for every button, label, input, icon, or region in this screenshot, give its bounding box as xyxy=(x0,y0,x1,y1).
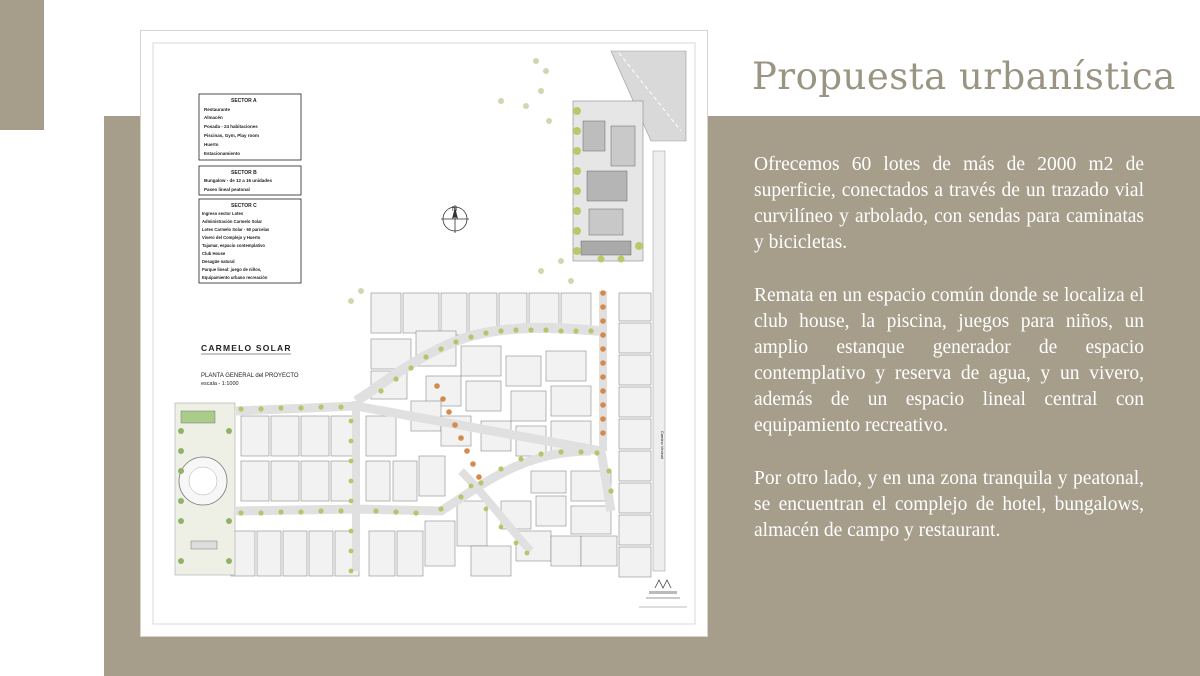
paragraph-hotel-complex: Por otro lado, y en una zona tranquila y peatonal, se encuentran el complejo de hotel, bungalows, almacén de campo y restaurant. xyxy=(754,468,1144,541)
legend-sector-c xyxy=(199,199,301,283)
legend-item: Vivero del Complejo y Huerto xyxy=(202,235,261,240)
project-name: CARMELO SOLAR xyxy=(201,343,292,353)
legend-sector-a xyxy=(199,94,301,160)
sector-a-title: SECTOR A xyxy=(231,98,257,104)
sector-c-title: SECTOR C xyxy=(231,203,257,209)
legend-item: Administración Carmelo Solar xyxy=(202,219,263,224)
legend-item: Huerto xyxy=(204,142,219,147)
legend-item: Desagüe natural xyxy=(202,259,235,264)
paragraph-lots: Ofrecemos 60 lotes de más de 2000 m2 de superficie, conectados a través de un trazado vial curvilíneo y arbolado, con sendas para caminatas y bicicletas. xyxy=(754,154,1144,253)
legend-item: Lotes Carmelo Solar - 60 parcelas xyxy=(202,227,270,232)
decorative-corner-block xyxy=(0,0,44,130)
site-plan-image xyxy=(140,30,708,637)
legend-item: Bungalow - de 12 a 16 unidades xyxy=(204,178,273,183)
legend-item: Restaurante xyxy=(204,107,231,112)
legend-item: Almacén xyxy=(204,115,223,120)
legend-item: Paseo lineal peatonal xyxy=(204,187,250,192)
plan-scale: escala - 1:1000 xyxy=(201,381,239,387)
legend-item: Tajamar, espacio contemplativo xyxy=(202,243,265,248)
legend-sector-b xyxy=(199,166,301,195)
club-house-area xyxy=(175,403,235,575)
description-text xyxy=(754,152,1144,571)
site-plan-drawing xyxy=(141,31,707,636)
paragraph-common-space: Remata en un espacio común donde se localiza el club house, la piscina, juegos para niños, un amplio estanque generador de espacio contemplativo y reserva de agua, y un vivero, además de un espacio lineal central con equipamiento recreativo. xyxy=(754,285,1144,436)
legend-item: Club House xyxy=(202,251,226,256)
legend-item: Estacionamiento xyxy=(204,151,241,156)
legend-item: Ingreso sector Lotes xyxy=(202,211,244,216)
legend-item: Posada - 24 habitaciones xyxy=(204,124,258,129)
page-title: Propuesta urbanística xyxy=(752,55,1176,98)
legend-item: Equipamiento urbano recreación xyxy=(202,275,268,280)
hotel-complex xyxy=(573,101,643,263)
road-label: Camino Vecinal xyxy=(660,431,665,459)
plan-title: PLANTA GENERAL del PROYECTO xyxy=(201,373,299,379)
legend-item: Piscinas, Gym, Play room xyxy=(204,133,260,138)
compass-north: N xyxy=(452,206,458,213)
legend-item: Parque lineal: juego de niños, xyxy=(202,267,262,272)
sector-b-title: SECTOR B xyxy=(231,170,257,176)
